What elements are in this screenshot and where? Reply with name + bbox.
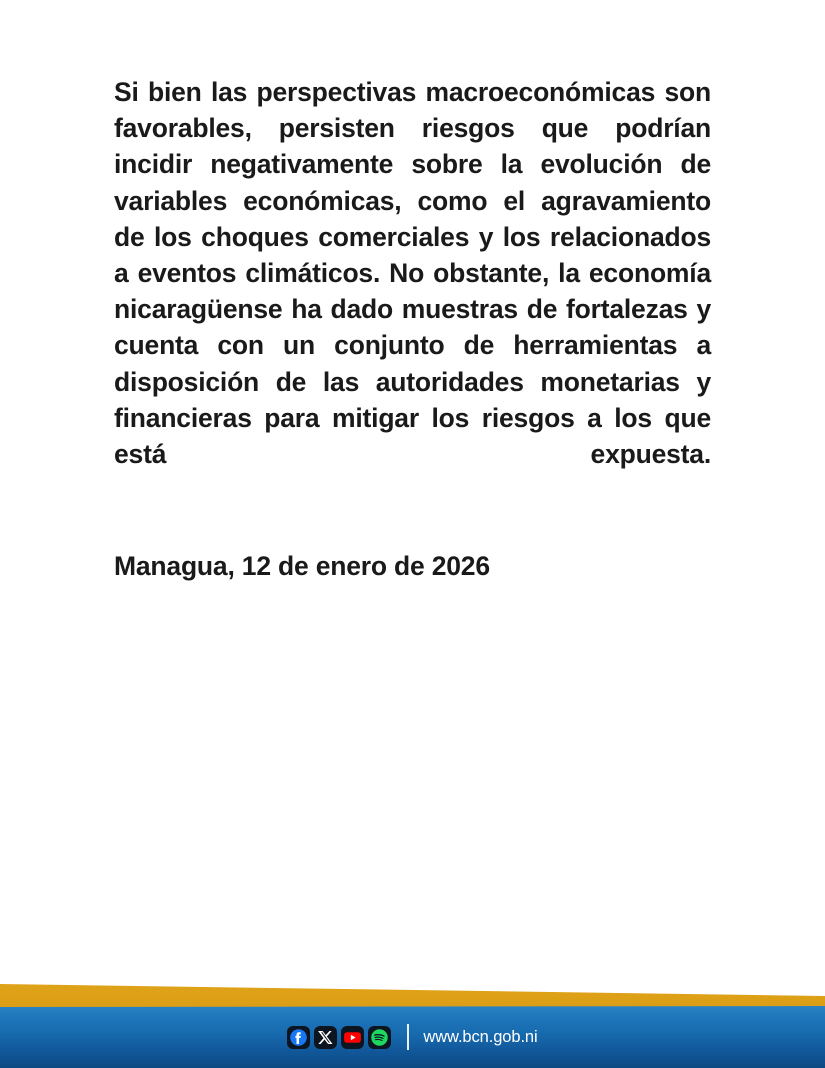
body-paragraph: Si bien las perspectivas macroeconómicas son favorables, persisten riesgos que podrían incidir negativamente sobre la evolución de variables económicas, como el agravamiento de los choques comerciales y los relacionados a eventos climáticos. No obstante, la economía nicaragüense ha dado muestras de fortalezas y cuenta con un conjunto de herramientas a disposición de las autoridades monetarias y financieras para mitigar los riesgos a los que está expuesta. bbox=[114, 77, 711, 470]
document-content bbox=[114, 74, 711, 585]
facebook-icon[interactable] bbox=[287, 1026, 310, 1049]
spotify-icon[interactable] bbox=[368, 1026, 391, 1049]
youtube-icon[interactable] bbox=[341, 1026, 364, 1049]
page-footer bbox=[0, 960, 825, 1068]
footer-content-row bbox=[0, 1006, 825, 1068]
x-twitter-icon[interactable] bbox=[314, 1026, 337, 1049]
social-icon-group bbox=[287, 1026, 391, 1049]
date-line: Managua, 12 de enero de 2026 bbox=[114, 551, 490, 582]
footer-divider bbox=[407, 1024, 409, 1050]
website-url-link[interactable]: www.bcn.gob.ni bbox=[423, 1027, 538, 1046]
